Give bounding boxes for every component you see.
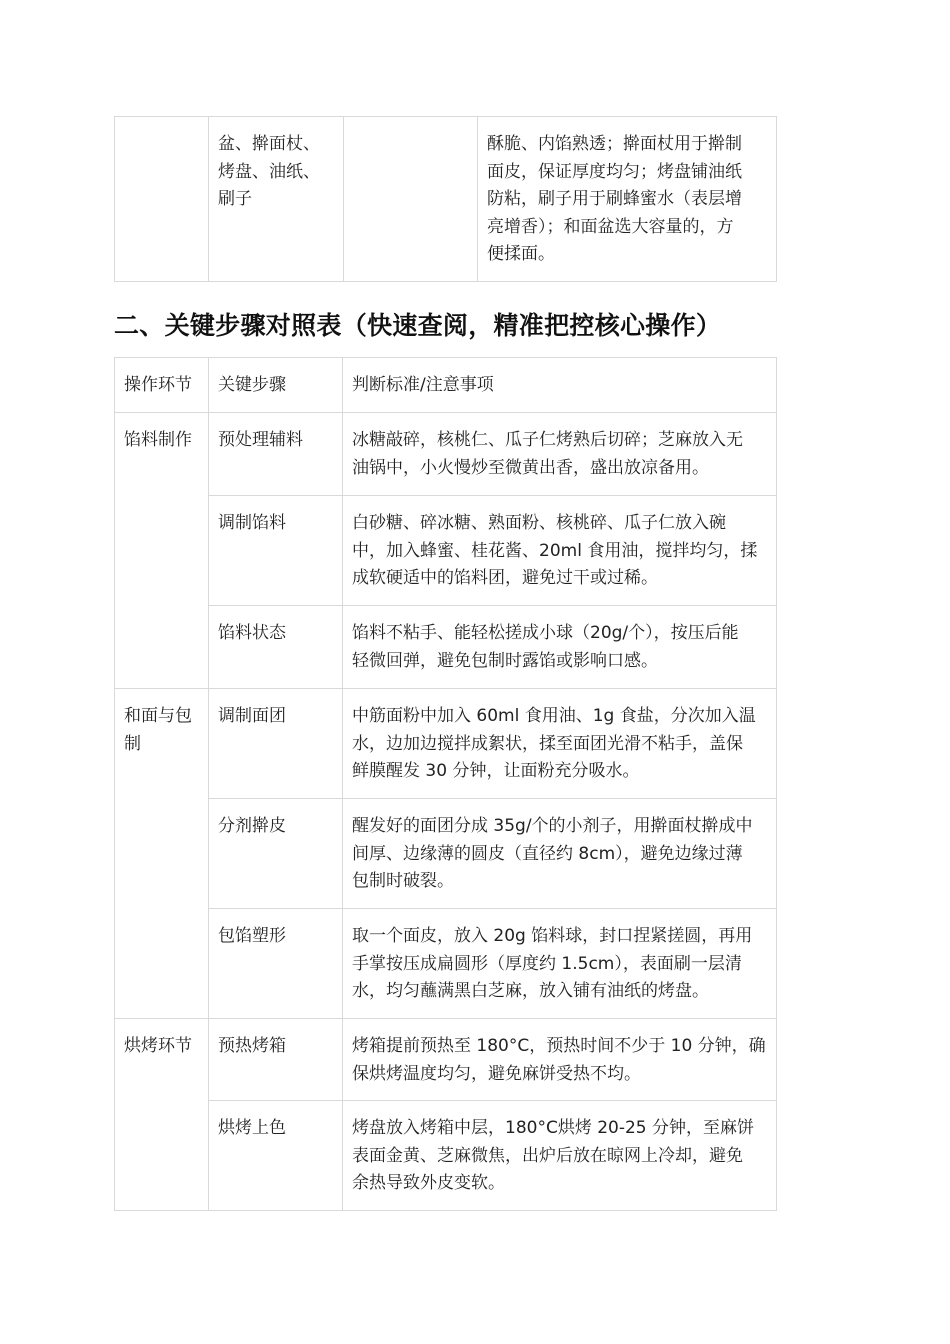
stage-label: 烘烤环节 bbox=[124, 1036, 192, 1056]
step-label: 预处理辅料 bbox=[218, 430, 303, 450]
table-row bbox=[115, 413, 777, 496]
step-label: 调制馅料 bbox=[218, 513, 286, 533]
table-cell bbox=[344, 117, 478, 282]
step-note: 冰糖敲碎，核桃仁、瓜子仁烤熟后切碎；芝麻放入无 油锅中，小火慢炒至微黄出香，盛出放凉备用。 bbox=[352, 430, 743, 478]
table-row bbox=[115, 117, 777, 282]
table-row bbox=[115, 606, 777, 689]
table-cell bbox=[209, 117, 344, 282]
table-cell bbox=[478, 117, 777, 282]
stage-label: 和面与包 制 bbox=[124, 706, 192, 754]
equipment-notes: 酥脆、内馅熟透；擀面杖用于擀制 面皮，保证厚度均匀；烤盘铺油纸 防粘，刷子用于刷蜂蜜水（表层增 亮增香）；和面盆选大容量的，方 便揉面。 bbox=[487, 134, 742, 264]
step-note: 烤箱提前预热至 180°C，预热时间不少于 10 分钟，确 保烘烤温度均匀，避免麻饼受热不均。 bbox=[352, 1036, 766, 1084]
step-label: 馅料状态 bbox=[218, 623, 286, 643]
step-note: 醒发好的面团分成 35g/个的小剂子，用擀面杖擀成中 间厚、边缘薄的圆皮（直径约 8cm），避免边缘过薄 包制时破裂。 bbox=[352, 816, 753, 891]
equipment-list: 盆、擀面杖、 烤盘、油纸、 刷子 bbox=[218, 134, 320, 209]
step-note: 馅料不粘手、能轻松搓成小球（20g/个），按压后能 轻微回弹，避免包制时露馅或影响口感。 bbox=[352, 623, 739, 671]
header-step: 关键步骤 bbox=[218, 375, 286, 395]
step-label: 包馅塑形 bbox=[218, 926, 286, 946]
step-label: 分剂擀皮 bbox=[218, 816, 286, 836]
table-header-row bbox=[115, 358, 777, 413]
step-note: 烤盘放入烤箱中层，180°C烘烤 20-25 分钟，至麻饼 表面金黄、芝麻微焦，出炉后放在晾网上冷却，避免 余热导致外皮变软。 bbox=[352, 1118, 755, 1193]
key-steps-table bbox=[114, 357, 777, 1211]
step-note: 白砂糖、碎冰糖、熟面粉、核桃碎、瓜子仁放入碗 中，加入蜂蜜、桂花酱、20ml 食用油，搅拌均匀，揉 成软硬适中的馅料团，避免过干或过稀。 bbox=[352, 513, 758, 588]
equipment-table-continued bbox=[114, 116, 777, 282]
table-row bbox=[115, 1019, 777, 1101]
table-row bbox=[115, 799, 777, 909]
header-stage: 操作环节 bbox=[124, 375, 192, 395]
section-title: 二、关键步骤对照表（快速查阅，精准把控核心操作） bbox=[114, 311, 722, 340]
table-row bbox=[115, 496, 777, 606]
table-row bbox=[115, 1101, 777, 1211]
table-row bbox=[115, 689, 777, 799]
header-note: 判断标准/注意事项 bbox=[352, 375, 494, 395]
table-cell bbox=[115, 117, 209, 282]
step-note: 取一个面皮，放入 20g 馅料球，封口捏紧搓圆，再用 手掌按压成扁圆形（厚度约 1.5cm），表面刷一层清 水，均匀蘸满黑白芝麻，放入铺有油纸的烤盘。 bbox=[352, 926, 753, 1001]
step-note: 中筋面粉中加入 60ml 食用油、1g 食盐，分次加入温 水，边加边搅拌成絮状，揉至面团光滑不粘手，盖保 鲜膜醒发 30 分钟，让面粉充分吸水。 bbox=[352, 706, 756, 781]
step-label: 烘烤上色 bbox=[218, 1118, 286, 1138]
step-label: 调制面团 bbox=[218, 706, 286, 726]
step-label: 预热烤箱 bbox=[218, 1036, 286, 1056]
stage-label: 馅料制作 bbox=[124, 430, 192, 450]
table-row bbox=[115, 909, 777, 1019]
